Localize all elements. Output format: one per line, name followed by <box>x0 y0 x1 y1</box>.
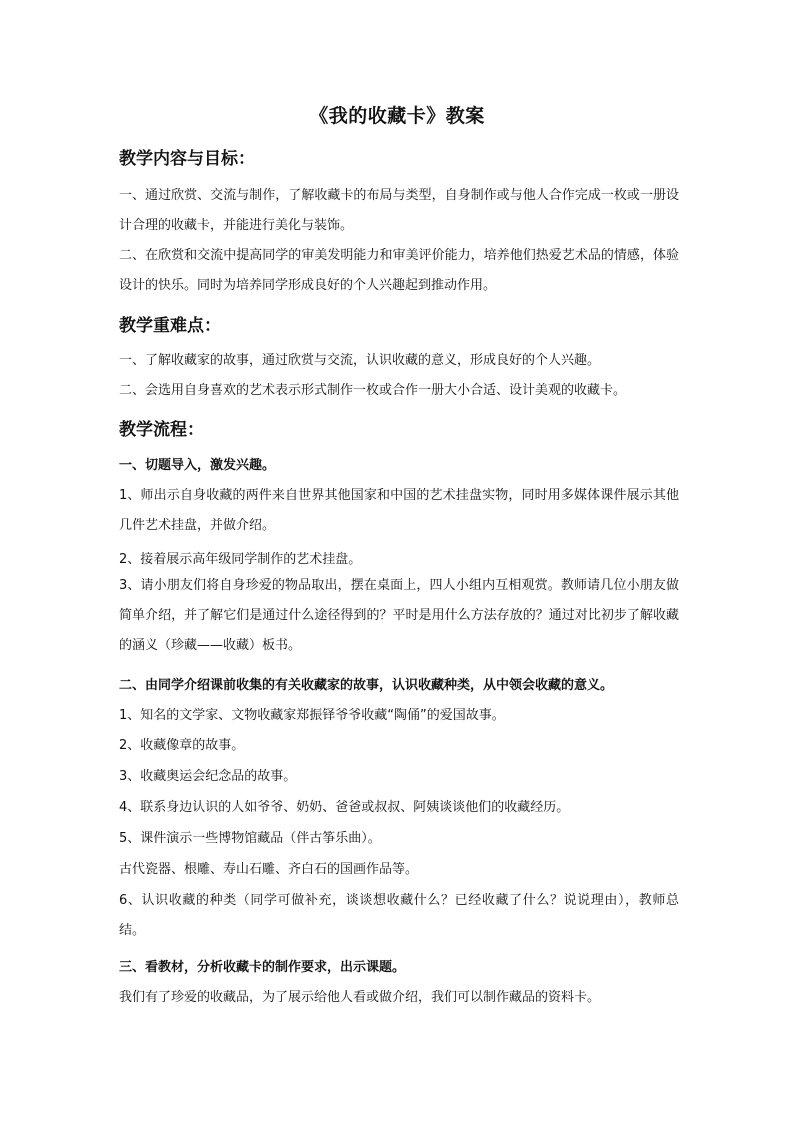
key-point-1: 一、了解收藏家的故事，通过欣赏与交流，认识收藏的意义，形成良好的个人兴趣。 <box>119 353 601 368</box>
step2-item-2: 2、收藏像章的故事。 <box>119 738 245 753</box>
step1-item-2: 2、接着展示高年级同学制作的艺术挂盘。 <box>119 552 362 567</box>
step1-item-3: 3、请小朋友们将自身珍爱的物品取出，摆在桌面上，四人小组内互相观赏。教师请几位小朋友做简单介绍，并了解它们是通过什么途径得到的？平时是用什么方法存放的？通过对比初步了解收藏的涵义（珍藏——收藏）板书。 <box>119 578 679 653</box>
step3-item-1: 我们有了珍爱的收藏品，为了展示给他人看或做介绍，我们可以制作藏品的资料卡。 <box>119 990 601 1005</box>
step2-item-note: 古代瓷器、根雕、寿山石雕、齐白石的国画作品等。 <box>119 862 419 877</box>
step2-item-1: 1、知名的文学家、文物收藏家郑振铎爷爷收藏“陶俑”的爱国故事。 <box>119 708 505 723</box>
goal-paragraph-1: 一、通过欣赏、交流与制作，了解收藏卡的布局与类型，自身制作或与他人合作完成一枚或一册设计合理的收藏卡，并能进行美化与装饰。 <box>119 188 679 233</box>
section-heading-goals: 教学内容与目标： <box>119 149 255 169</box>
step3-heading: 三、看教材，分析收藏卡的制作要求，出示课题。 <box>119 960 406 975</box>
goal-paragraph-2: 二、在欣赏和交流中提高同学的审美发明能力和审美评价能力，培养他们热爱艺术品的情感，体验设计的快乐。同时为培养同学形成良好的个人兴趣起到推动作用。 <box>119 248 679 293</box>
step1-item-1: 1、师出示自身收藏的两件来自世界其他国家和中国的艺术挂盘实物，同时用多媒体课件展示其他几件艺术挂盘，并做介绍。 <box>119 488 679 533</box>
step2-item-5: 5、课件演示一些博物馆藏品（伴古筝乐曲）。 <box>119 831 381 846</box>
document-title: 《我的收藏卡》教案 <box>309 105 485 127</box>
key-point-2: 二、会选用自身喜欢的艺术表示形式制作一枚或合作一册大小合适、设计美观的收藏卡。 <box>119 383 627 398</box>
step2-item-3: 3、收藏奥运会纪念品的故事。 <box>119 769 297 784</box>
step2-item-6: 6、认识收藏的种类（同学可做补充，谈谈想收藏什么？已经收藏了什么？说说理由），教师总结。 <box>119 893 679 938</box>
step1-heading: 一、切题导入，激发兴趣。 <box>119 458 276 473</box>
section-heading-process: 教学流程： <box>119 420 204 440</box>
step2-item-4: 4、联系身边认识的人如爷爷、奶奶、爸爸或叔叔、阿姨谈谈他们的收藏经历。 <box>119 800 570 815</box>
section-heading-key-points: 教学重难点： <box>119 316 221 336</box>
step2-heading: 二、由同学介绍课前收集的有关收藏家的故事，认识收藏种类，从中领会收藏的意义。 <box>119 678 614 693</box>
